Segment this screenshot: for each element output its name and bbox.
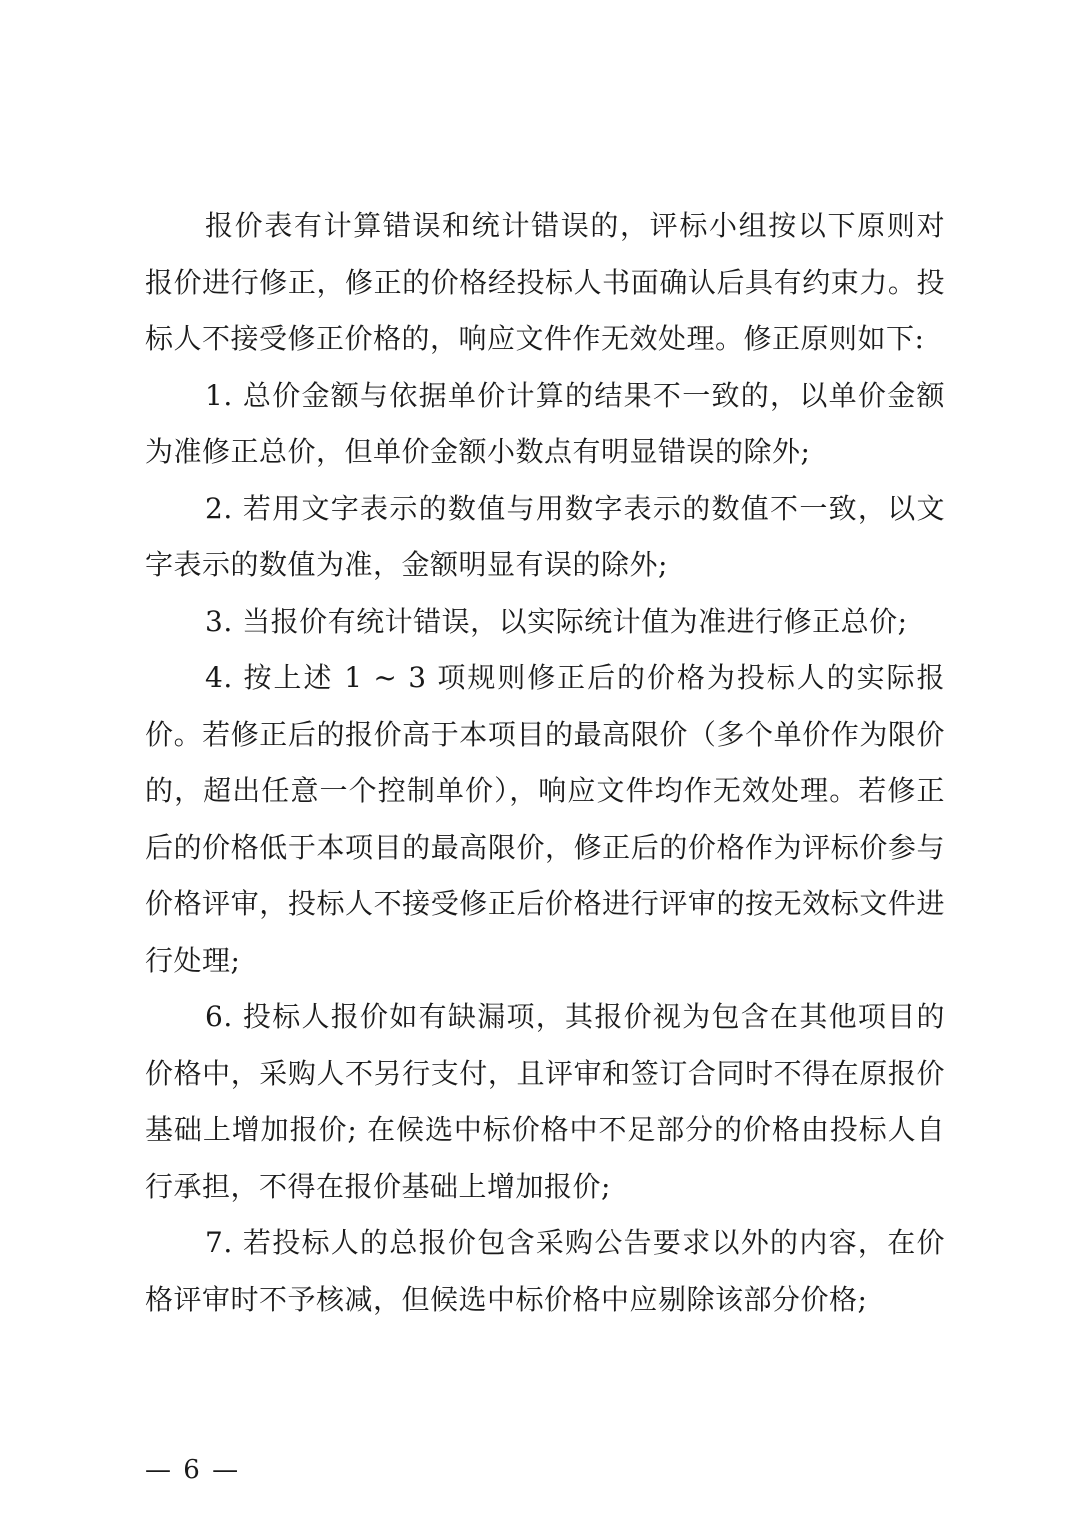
document-body — [145, 198, 945, 1328]
paragraph-rule-4: 4. 按上述 1 ~ 3 项规则修正后的价格为投标人的实际报价。若修正后的报价高于本项目的最高限价（多个单价作为限价的，超出任意一个控制单价），响应文件均作无效处理。若修正后的价格低于本项目的最高限价，修正后的价格作为评标价参与价格评审，投标人不接受修正后价格进行评审的按无效标文件进行处理; — [145, 661, 945, 977]
paragraph-rule-3: 3. 当报价有统计错误，以实际统计值为准进行修正总价; — [205, 604, 908, 638]
paragraph-intro: 报价表有计算错误和统计错误的，评标小组按以下原则对报价进行修正，修正的价格经投标人书面确认后具有约束力。投标人不接受修正价格的，响应文件作无效处理。修正原则如下: — [145, 209, 945, 355]
page-number: — 6 — — [145, 1455, 241, 1485]
paragraph-rule-2: 2. 若用文字表示的数值与用数字表示的数值不一致，以文字表示的数值为准，金额明显有误的除外; — [145, 491, 945, 581]
paragraph-rule-6: 6. 投标人报价如有缺漏项，其报价视为包含在其他项目的价格中，采购人不另行支付，且评审和签订合同时不得在原报价基础上增加报价; 在候选中标价格中不足部分的价格由投标人自行承担，不得在报价基础上增加报价; — [145, 1000, 945, 1203]
paragraph-rule-7: 7. 若投标人的总报价包含采购公告要求以外的内容，在价格评审时不予核减，但候选中标价格中应剔除该部分价格; — [145, 1226, 945, 1316]
paragraph-rule-1: 1. 总价金额与依据单价计算的结果不一致的，以单价金额为准修正总价，但单价金额小数点有明显错误的除外; — [145, 378, 945, 468]
